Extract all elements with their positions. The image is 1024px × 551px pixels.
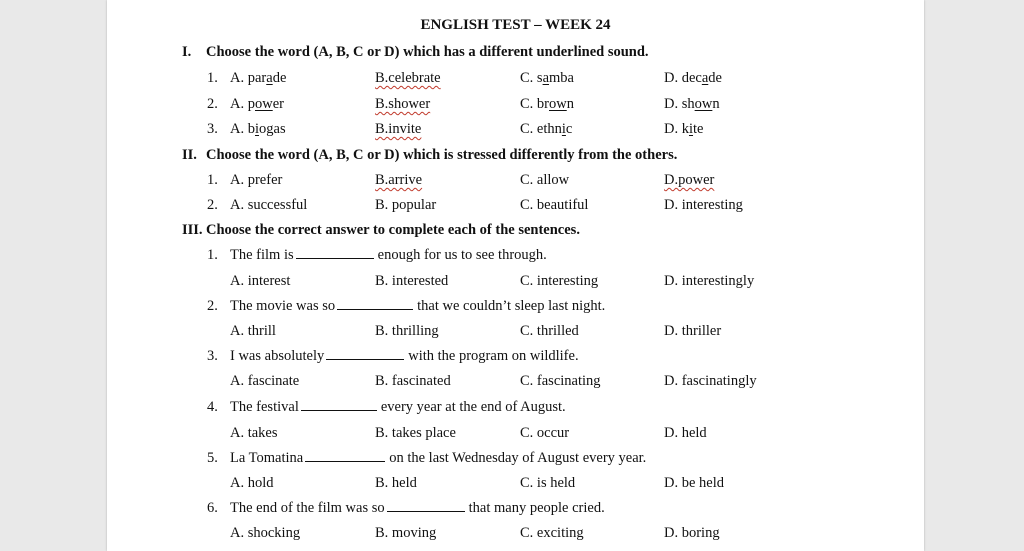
question-number: 6. bbox=[207, 500, 218, 516]
section-2-heading bbox=[182, 147, 677, 164]
s3-question-3-options bbox=[207, 373, 907, 393]
option-c: C. samba bbox=[520, 70, 574, 86]
question-number: 3. bbox=[207, 348, 218, 364]
option-b: B. takes place bbox=[375, 425, 456, 441]
s1-question-1 bbox=[207, 70, 907, 90]
option-d: D. kite bbox=[664, 121, 704, 137]
section-2-numeral: II. bbox=[182, 147, 197, 163]
option-a: A. thrill bbox=[230, 323, 276, 339]
question-stem: The end of the film was so that many people cried. bbox=[230, 500, 605, 516]
document-page bbox=[107, 0, 924, 551]
section-3-heading bbox=[182, 222, 580, 239]
option-a: A. successful bbox=[230, 197, 308, 213]
option-a: A. takes bbox=[230, 425, 278, 441]
option-d: D. decade bbox=[664, 70, 722, 86]
s3-question-5-stem bbox=[207, 450, 907, 470]
option-d: D. interestingly bbox=[664, 273, 755, 289]
option-c: C. is held bbox=[520, 475, 576, 491]
section-1-text: Choose the word (A, B, C or D) which has a different underlined sound. bbox=[206, 44, 649, 60]
section-2-text: Choose the word (A, B, C or D) which is stressed differently from the others. bbox=[206, 147, 678, 163]
option-a: A. hold bbox=[230, 475, 274, 491]
question-number: 4. bbox=[207, 399, 218, 415]
option-c: C. beautiful bbox=[520, 197, 589, 213]
option-d: D. boring bbox=[664, 525, 720, 541]
question-number: 2. bbox=[207, 96, 218, 112]
section-3-numeral: III. bbox=[182, 222, 203, 238]
option-b: B. moving bbox=[375, 525, 437, 541]
option-a: A. interest bbox=[230, 273, 291, 289]
answer-blank bbox=[326, 348, 404, 360]
option-a: A. power bbox=[230, 96, 284, 112]
option-b: B. fascinated bbox=[375, 373, 451, 389]
question-number: 1. bbox=[207, 70, 218, 86]
option-c: C. thrilled bbox=[520, 323, 579, 339]
test-title: ENGLISH TEST – WEEK 24 bbox=[420, 17, 611, 33]
question-stem: The movie was so that we couldn’t sleep last night. bbox=[230, 298, 606, 314]
option-d: D. fascinatingly bbox=[664, 373, 757, 389]
answer-blank bbox=[337, 298, 413, 310]
question-stem: La Tomatina on the last Wednesday of August every year. bbox=[230, 450, 647, 466]
option-c: C. allow bbox=[520, 172, 570, 188]
option-b: B.shower bbox=[375, 96, 431, 112]
option-b: B.invite bbox=[375, 121, 422, 137]
option-d: D. held bbox=[664, 425, 707, 441]
question-number: 5. bbox=[207, 450, 218, 466]
answer-blank bbox=[301, 399, 377, 411]
question-number: 2. bbox=[207, 298, 218, 314]
option-c: C. fascinating bbox=[520, 373, 601, 389]
section-1-heading bbox=[182, 44, 649, 61]
s3-question-3-stem bbox=[207, 348, 907, 368]
option-a: A. fascinate bbox=[230, 373, 300, 389]
question-stem: I was absolutely with the program on wildlife. bbox=[230, 348, 579, 364]
s3-question-6-options bbox=[207, 525, 907, 545]
question-number: 1. bbox=[207, 247, 218, 263]
s3-question-6-stem bbox=[207, 500, 907, 520]
option-c: C. interesting bbox=[520, 273, 599, 289]
answer-blank bbox=[387, 500, 465, 512]
option-c: C. exciting bbox=[520, 525, 584, 541]
s3-question-4-options bbox=[207, 425, 907, 445]
answer-blank bbox=[296, 247, 374, 259]
question-number: 1. bbox=[207, 172, 218, 188]
option-d: D. shown bbox=[664, 96, 720, 112]
option-d: D. thriller bbox=[664, 323, 722, 339]
section-1-numeral: I. bbox=[182, 44, 192, 60]
s3-question-2-stem bbox=[207, 298, 907, 318]
s3-question-1-stem bbox=[207, 247, 907, 267]
s2-question-2 bbox=[207, 197, 907, 217]
question-number: 3. bbox=[207, 121, 218, 137]
option-a: A. shocking bbox=[230, 525, 301, 541]
answer-blank bbox=[305, 450, 385, 462]
option-b: B. held bbox=[375, 475, 417, 491]
s3-question-1-options bbox=[207, 273, 907, 293]
question-stem: The film is enough for us to see through. bbox=[230, 247, 547, 263]
s3-question-4-stem bbox=[207, 399, 907, 419]
s1-question-3 bbox=[207, 121, 907, 141]
option-b: B.arrive bbox=[375, 172, 423, 188]
option-b: B. thrilling bbox=[375, 323, 439, 339]
option-d: D. interesting bbox=[664, 197, 743, 213]
option-b: B. interested bbox=[375, 273, 449, 289]
option-d: D.power bbox=[664, 172, 715, 188]
option-b: B. popular bbox=[375, 197, 437, 213]
question-number: 2. bbox=[207, 197, 218, 213]
option-a: A. parade bbox=[230, 70, 287, 86]
s2-question-1 bbox=[207, 172, 907, 192]
s3-question-2-options bbox=[207, 323, 907, 343]
option-b: B.celebrate bbox=[375, 70, 441, 86]
section-3-text: Choose the correct answer to complete each of the sentences. bbox=[206, 222, 580, 238]
option-c: C. ethnic bbox=[520, 121, 573, 137]
option-a: A. prefer bbox=[230, 172, 283, 188]
question-stem: The festival every year at the end of August. bbox=[230, 399, 566, 415]
s3-question-5-options bbox=[207, 475, 907, 495]
option-a: A. biogas bbox=[230, 121, 286, 137]
option-c: C. occur bbox=[520, 425, 570, 441]
option-c: C. brown bbox=[520, 96, 574, 112]
option-d: D. be held bbox=[664, 475, 724, 491]
s1-question-2 bbox=[207, 96, 907, 116]
